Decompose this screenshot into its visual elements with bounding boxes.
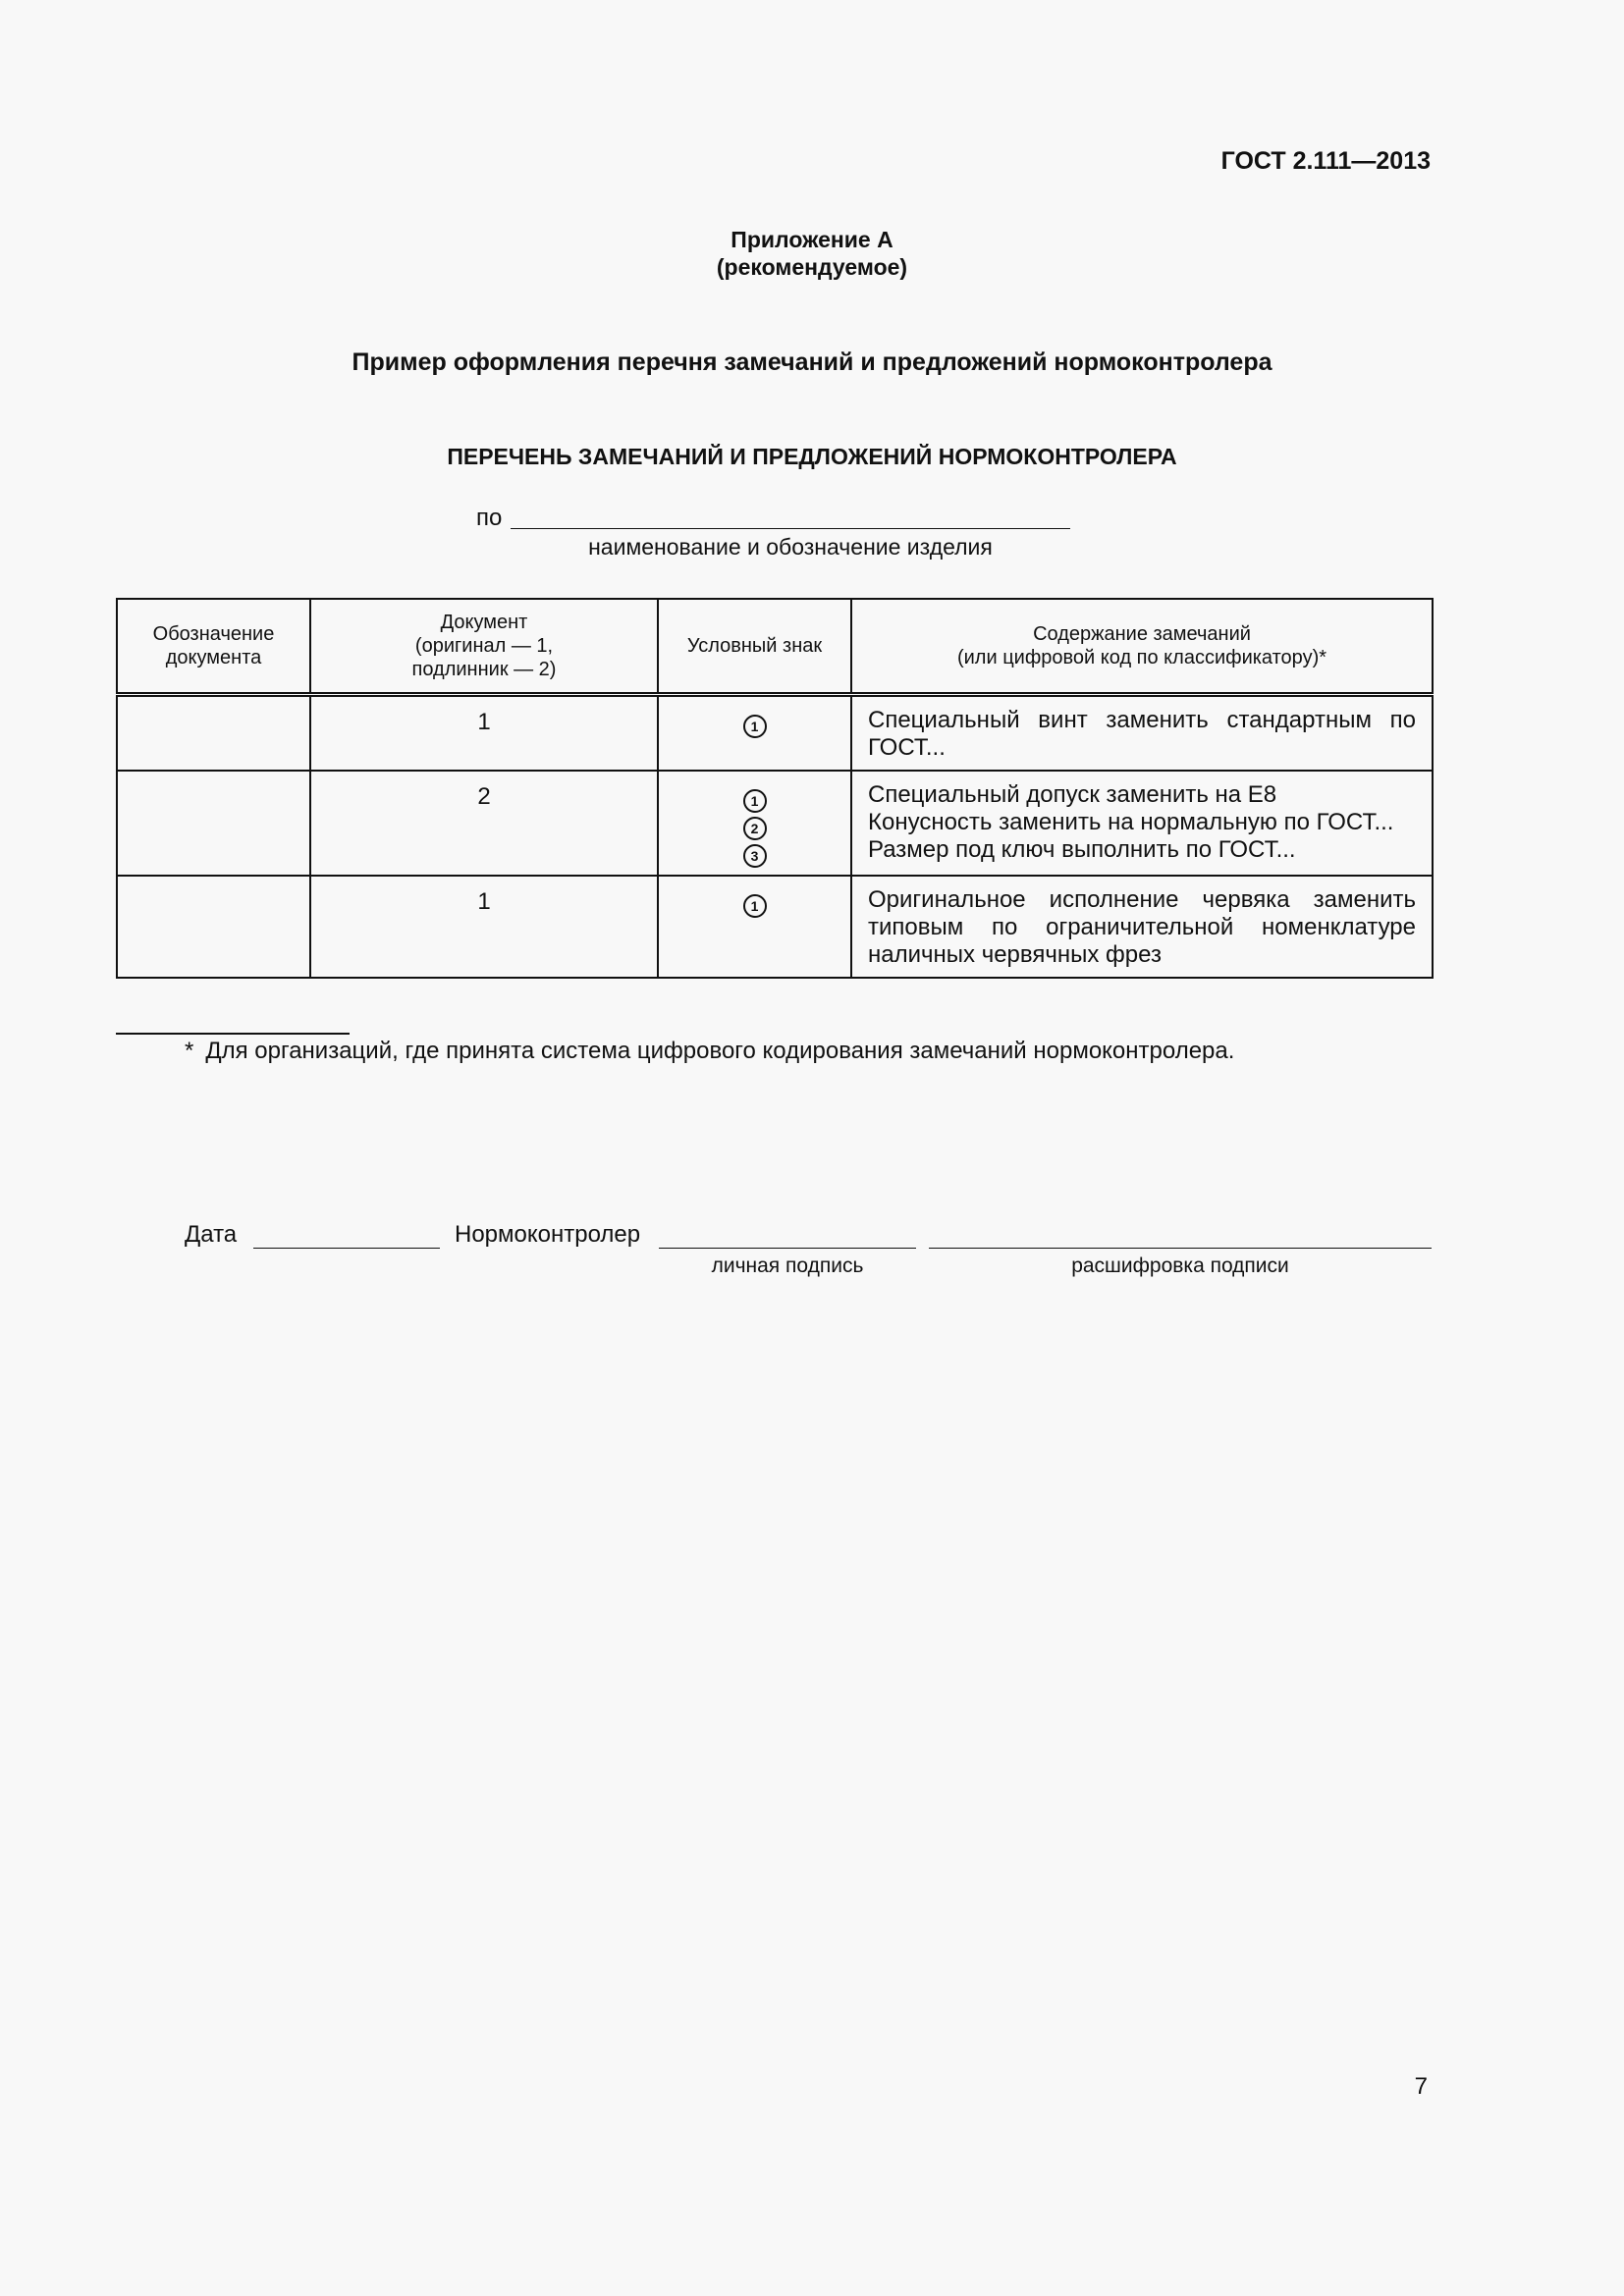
footnote-rule [116,1033,350,1035]
signature-decode-caption: расшифровка подписи [1071,1255,1289,1277]
header-document: Документ (оригинал — 1, подлинник — 2) [310,599,658,695]
cell-sign [658,876,851,978]
list-title: ПЕРЕЧЕНЬ ЗАМЕЧАНИЙ И ПРЕДЛОЖЕНИЙ НОРМОКОНТРОЛЕРА [447,444,1177,469]
appendix-title [0,226,1624,281]
section-title: Пример оформления перечня замечаний и предложений нормоконтролера [352,348,1272,376]
circled-number-icon: 3 [743,844,767,868]
footnote-marker: * [185,1038,194,1064]
remarks-table [116,598,1434,979]
controller-label: Нормоконтролер [455,1221,641,1248]
po-caption: наименование и обозначение изделия [588,534,993,560]
circled-number-icon: 2 [743,817,767,840]
cell-content: Специальный винт заменить стандартным по ГОСТ... [851,695,1433,771]
cell-document: 1 [310,695,658,771]
cell-document: 2 [310,771,658,876]
cell-sign [658,695,851,771]
cell-content: Оригинальное исполнение червяка заменить типовым по ограничительной номенклатуре наличных червячных фрез [851,876,1433,978]
cell-designation [117,771,310,876]
table-row [117,695,1433,771]
page-number: 7 [1414,2073,1428,2100]
footnote [185,1038,1234,1065]
po-prefix: по [476,505,503,531]
cell-document: 1 [310,876,658,978]
table-row [117,771,1433,876]
header-designation: Обозначение документа [117,599,310,695]
cell-designation [117,876,310,978]
header-content: Содержание замечаний (или цифровой код по классификатору)* [851,599,1433,695]
appendix-status: (рекомендуемое) [716,254,908,280]
footnote-text: Для организаций, где принята система цифрового кодирования замечаний нормоконтролера. [205,1038,1235,1064]
header-sign: Условный знак [658,599,851,695]
document-code: ГОСТ 2.111—2013 [1220,147,1431,175]
cell-content: Специальный допуск заменить на Е8 Конусность заменить на нормальную по ГОСТ... Размер под ключ выполнить по ГОСТ... [851,771,1433,876]
table-row [117,876,1433,978]
personal-signature-line [659,1248,916,1249]
date-label: Дата [185,1221,238,1248]
circled-number-icon: 1 [743,789,767,813]
date-line [253,1248,440,1249]
personal-signature-caption: личная подпись [711,1255,864,1277]
circled-number-icon: 1 [743,715,767,738]
circled-number-icon: 1 [743,894,767,918]
po-underline [511,528,1070,529]
cell-sign [658,771,851,876]
signature-decode-line [929,1248,1432,1249]
appendix-label: Приложение А [731,227,893,252]
cell-designation [117,695,310,771]
table-header-row [117,599,1433,695]
